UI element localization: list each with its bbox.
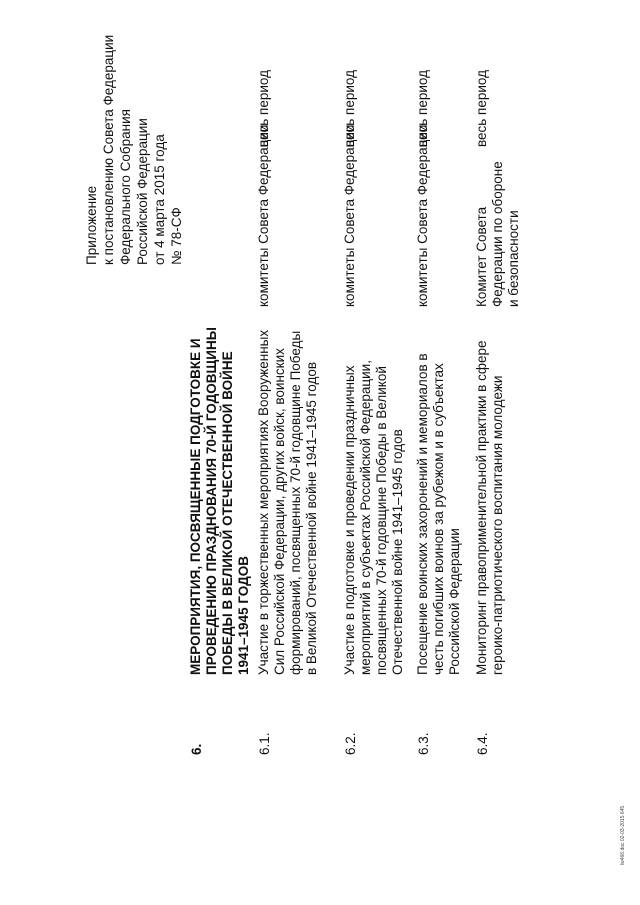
- row-number: 6.3.: [416, 732, 431, 755]
- row-responsible: Комитет Совета Федерации по обороне и безопасности: [474, 161, 521, 307]
- section-number: 6.: [189, 743, 204, 755]
- appendix-block: [83, 35, 185, 265]
- document-footer: lw466.doc 02-03-2015 645: [620, 805, 626, 865]
- row-term: весь период: [415, 69, 430, 147]
- row-number: 6.2.: [343, 732, 358, 755]
- row-responsible: комитеты Совета Федерации: [342, 124, 357, 307]
- row-number: 6.1.: [257, 732, 272, 755]
- row-term: весь период: [256, 69, 271, 147]
- appendix-line: к постановлению Совета Федерации: [101, 34, 116, 265]
- appendix-line: Приложение: [84, 185, 99, 265]
- row-title: Посещение воинских захоронений и мемориалов в честь погибших воинов за рубежом и в субъектах Российской Федерации: [415, 353, 462, 675]
- row-term: весь период: [474, 69, 489, 147]
- row-title: Мониторинг правоприменительной практики в сфере героико-патриотического воспитания молодежи: [474, 340, 505, 675]
- row-title: Участие в подготовке и проведении праздничных мероприятий в субъектах Российской Федерации, посвященных 70-й годовщине Победы в Великой Отечественной войне 1941–1945 годов: [342, 360, 405, 675]
- appendix-line: Федерального Собрания: [118, 109, 133, 265]
- row-title: Участие в торжественных мероприятиях Вооруженных Сил Российской Федерации, других войск, воинских формирований, посвященных 70-й годовщине Победы в Великой Отечественной войне 1941–1945 годов: [256, 329, 319, 675]
- appendix-line: № 78-СФ: [169, 207, 184, 265]
- appendix-line: Российской Федерации: [135, 118, 150, 265]
- appendix-line: от 4 марта 2015 года: [152, 134, 167, 265]
- row-responsible: комитеты Совета Федерации: [415, 124, 430, 307]
- row-term: весь период: [342, 69, 357, 147]
- row-number: 6.4.: [475, 732, 490, 755]
- row-responsible: комитеты Совета Федерации: [256, 124, 271, 307]
- section-title: МЕРОПРИЯТИЯ, ПОСВЯЩЕННЫЕ ПОДГОТОВКЕ И ПРОВЕДЕНИЮ ПРАЗДНОВАНИЯ 70-Й ГОДОВЩИНЫ ПОБЕДЫ В ВЕЛИКОЙ ОТЕЧЕСТВЕННОЙ ВОЙНЕ 1941–1945 ГОДОВ: [188, 327, 251, 675]
